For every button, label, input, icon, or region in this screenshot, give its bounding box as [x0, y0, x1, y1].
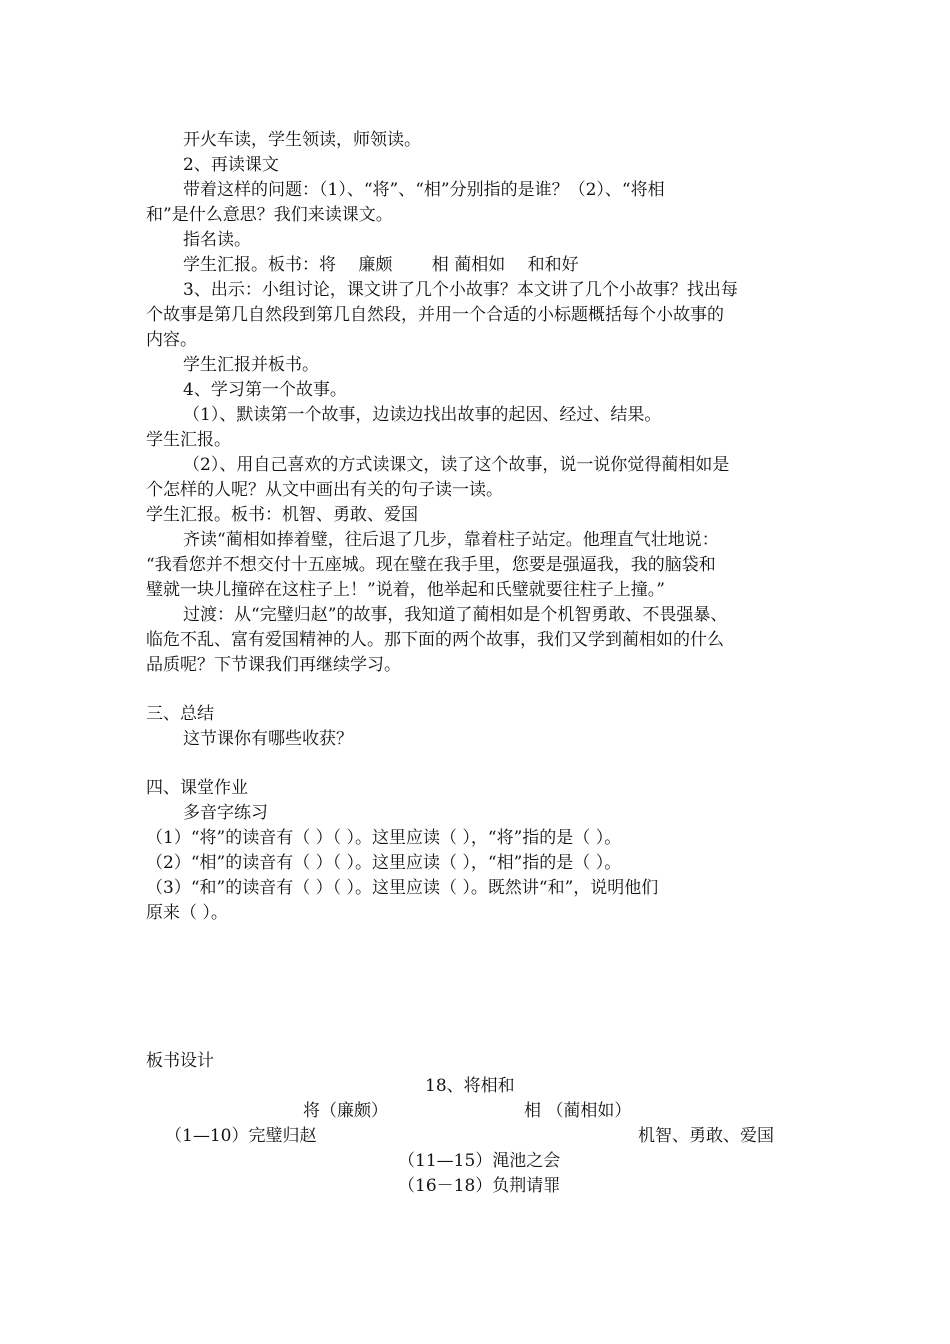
- board-story-3: （16－18）负荆请罪: [398, 1176, 561, 1196]
- text-line: 多音字练习: [183, 803, 268, 823]
- text-line: 学生汇报并板书。: [183, 355, 319, 375]
- text-line: 个怎样的人呢？从文中画出有关的句子读一读。: [146, 480, 503, 500]
- board-story-1: （1—10）完璧归赵: [165, 1126, 317, 1146]
- text-line: 和”是什么意思？我们来读课文。: [146, 205, 393, 225]
- text-line: “我看您并不想交付十五座城。现在璧在我手里，您要是强逼我，我的脑袋和: [146, 555, 716, 575]
- text-line: 学生汇报。板书：机智、勇敢、爱国: [146, 505, 418, 525]
- text-line: 4、学习第一个故事。: [183, 380, 347, 400]
- text-line: 内容。: [146, 330, 197, 350]
- section-heading: 四、课堂作业: [146, 778, 248, 798]
- text-line: （2）、用自己喜欢的方式读课文，读了这个故事，说一说你觉得蔺相如是: [183, 455, 730, 475]
- text-line: 个故事是第几自然段到第几自然段，并用一个合适的小标题概括每个小故事的: [146, 305, 724, 325]
- text-line: 过渡：从“完璧归赵”的故事，我知道了蔺相如是个机智勇敢、不畏强暴、: [183, 605, 728, 625]
- text-line: 学生汇报。板书：将 廉颇 相 蔺相如 和和好: [183, 255, 579, 275]
- text-line: 学生汇报。: [146, 430, 231, 450]
- exercise-line: （3）“和”的读音有（ ）（ ）。这里应读（ ）。既然讲“和”，说明他们: [146, 878, 659, 898]
- section-heading: 三、总结: [146, 704, 214, 724]
- exercise-line: （1）“将”的读音有（ ）（ ）。这里应读（ ），“将”指的是（ ）。: [146, 828, 622, 848]
- text-line: （1）、默读第一个故事，边读边找出故事的起因、经过、结果。: [183, 405, 662, 425]
- exercise-line: 原来（ ）。: [146, 903, 228, 923]
- board-jiang: 将（廉颇）: [303, 1101, 388, 1121]
- text-line: 品质呢？下节课我们再继续学习。: [146, 655, 401, 675]
- text-line: 齐读“蔺相如捧着璧，往后退了几步，靠着柱子站定。他理直气壮地说：: [183, 530, 719, 550]
- text-line: 这节课你有哪些收获？: [183, 729, 353, 749]
- exercise-line: （2）“相”的读音有（ ）（ ）。这里应读（ ），“相”指的是（ ）。: [146, 853, 622, 873]
- text-line: 2、再读课文: [183, 155, 279, 175]
- text-line: 临危不乱、富有爱国精神的人。那下面的两个故事，我们又学到蔺相如的什么: [146, 630, 724, 650]
- text-line: 带着这样的问题：（1）、“将”、“相”分别指的是谁？（2）、“将相: [183, 180, 665, 200]
- text-line: 璧就一块儿撞碎在这柱子上！”说着，他举起和氏璧就要往柱子上撞。”: [146, 580, 665, 600]
- board-qualities: 机智、勇敢、爱国: [638, 1126, 774, 1146]
- board-xiang: 相 （蔺相如）: [524, 1101, 632, 1121]
- board-title: 18、将相和: [425, 1076, 515, 1096]
- board-heading: 板书设计: [146, 1051, 214, 1071]
- text-line: 指名读。: [183, 230, 251, 250]
- text-line: 3、出示：小组讨论，课文讲了几个小故事？本文讲了几个小故事？找出每: [183, 280, 738, 300]
- board-story-2: （11—15）渑池之会: [398, 1151, 561, 1171]
- text-line: 开火车读，学生领读，师领读。: [183, 130, 421, 150]
